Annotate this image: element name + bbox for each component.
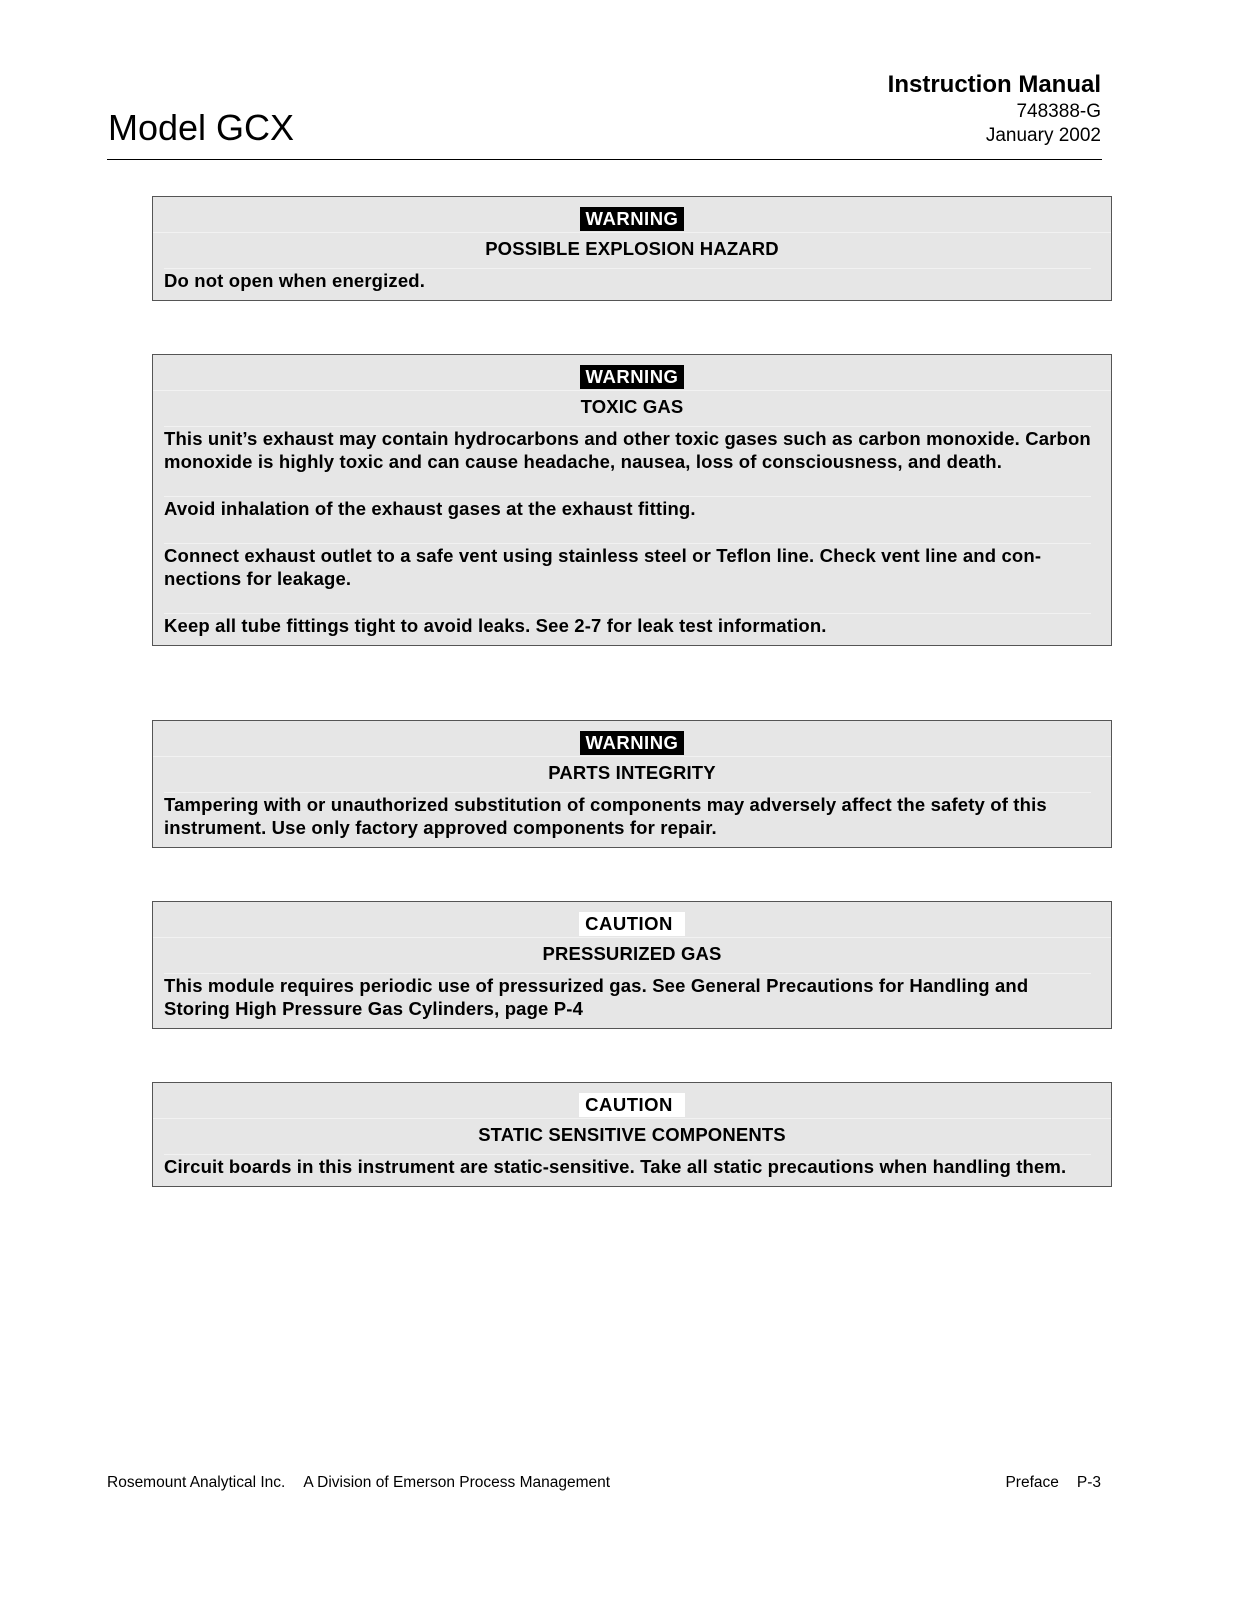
- notice-parts-integrity: [152, 720, 1112, 848]
- footer-company: [107, 1474, 610, 1492]
- page-number: P-3: [1076, 1474, 1101, 1491]
- manual-title: Instruction Manual: [887, 71, 1101, 98]
- document-info: [888, 70, 1101, 148]
- notice-text: This module requires periodic use of pressurized gas. See General Precautions for Handling and Storing High Pressure Gas Cylinders, page P-4: [164, 973, 1091, 1020]
- notice-toxic-gas: [152, 354, 1112, 646]
- company-name: Rosemount Analytical Inc.: [107, 1474, 286, 1491]
- notice-text: Avoid inhalation of the exhaust gases at the exhaust fitting.: [164, 496, 1091, 520]
- model-title: Model GCX: [108, 107, 295, 148]
- warning-label: WARNING: [580, 207, 685, 231]
- notice-static-sensitive: [152, 1082, 1112, 1187]
- warning-label: WARNING: [580, 731, 685, 755]
- notice-text: Circuit boards in this instrument are static-sensitive. Take all static precautions when handling them.: [164, 1154, 1091, 1178]
- notice-title: TOXIC GAS: [153, 390, 1111, 425]
- section-name: Preface: [1005, 1474, 1059, 1491]
- caution-label: CAUTION: [579, 912, 685, 936]
- notice-text: Do not open when energized.: [164, 268, 1091, 292]
- notice-text: Tampering with or unauthorized substitution of components may adversely affect the safety of this instrument. Use only factory approved components for repair.: [164, 792, 1091, 839]
- notice-title: STATIC SENSITIVE COMPONENTS: [153, 1118, 1111, 1153]
- notice-title: PRESSURIZED GAS: [153, 937, 1111, 972]
- footer-page-info: [1005, 1474, 1101, 1492]
- notice-text: Keep all tube fittings tight to avoid leaks. See 2-7 for leak test information.: [164, 613, 1091, 637]
- notice-pressurized-gas: [152, 901, 1112, 1029]
- notice-text: Connect exhaust outlet to a safe vent using stainless steel or Teflon line. Check vent line and con-nections for leakage.: [164, 543, 1091, 590]
- notice-text: This unit’s exhaust may contain hydrocarbons and other toxic gases such as carbon monoxide. Carbon monoxide is highly toxic and can cause headache, nausea, loss of consciousness, and death.: [164, 428, 1091, 472]
- header-rule: [107, 159, 1102, 160]
- notice-explosion-hazard: [152, 196, 1112, 301]
- notice-title: POSSIBLE EXPLOSION HAZARD: [153, 232, 1111, 267]
- document-date: January 2002: [985, 125, 1101, 146]
- warning-label: WARNING: [580, 365, 685, 389]
- division-name: A Division of Emerson Process Management: [303, 1474, 611, 1491]
- document-number: 748388-G: [1016, 101, 1101, 122]
- notice-title: PARTS INTEGRITY: [153, 756, 1111, 791]
- caution-label: CAUTION: [579, 1093, 685, 1117]
